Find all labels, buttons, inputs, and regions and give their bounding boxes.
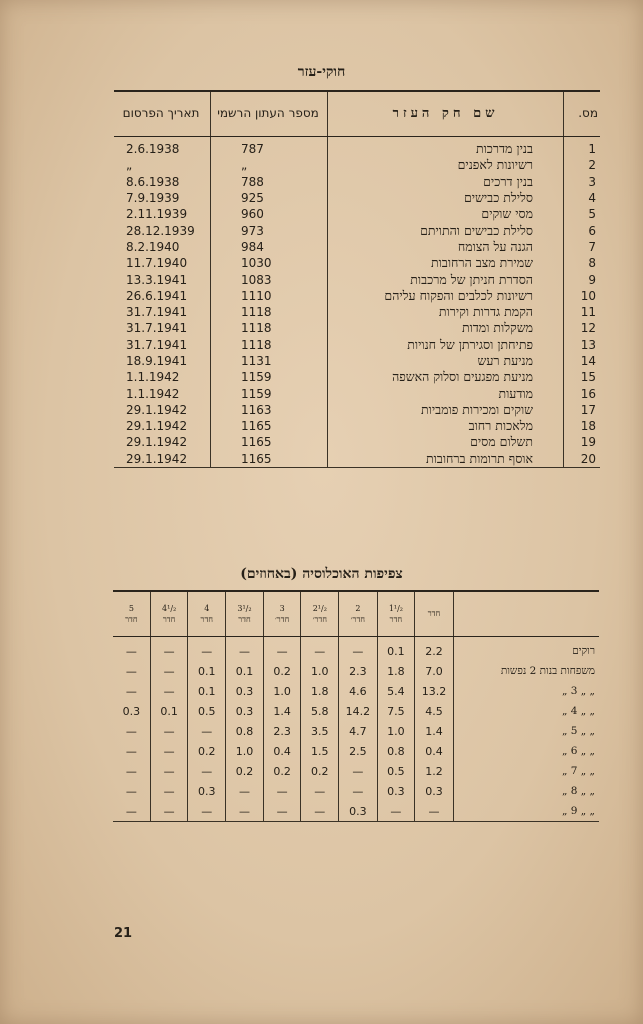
publication-date: 29.1.1942 [114,418,211,434]
table-row [114,137,600,158]
publication-date: 29.1.1942 [114,451,211,468]
law-name: רשיונות לאפנים [328,157,564,173]
law-name: מניעת מפגעים וסלוק האשפה [328,369,564,385]
household-label: „ „ 6 „ [561,745,595,757]
density-value: — [339,781,377,801]
table-row [113,801,599,822]
table-row [114,190,600,206]
law-name: מניעת רעש [328,353,564,369]
density-value: 0.3 [226,681,264,701]
density-value: 0.2 [263,661,301,681]
laws-title: חוקי-עזר [297,64,346,80]
law-name: הקמת גדרות וקירות [328,304,564,320]
law-name: שוקים ומכירות פומביות [328,402,564,418]
publication-date: 7.9.1939 [114,190,211,206]
row-number: 11 [580,305,596,320]
law-name: אוסף תרומות ברחובות [328,451,564,468]
law-name: בנין מדרכות [328,137,564,158]
density-value: 0.8 [377,741,415,761]
density-value: 1.5 [301,741,339,761]
gazette-number: 1159 [211,385,328,401]
household-label: „ „ 8 „ [561,785,595,797]
density-value: — [150,637,188,662]
table-row [113,761,599,781]
density-value: — [113,741,150,761]
law-name: רשיונות לכלבים והפקוח עליהם [328,288,564,304]
density-value: — [113,801,150,822]
row-number: 10 [580,288,596,303]
density-value: — [113,721,150,741]
publication-date: 2.11.1939 [114,206,211,222]
density-value: — [150,721,188,741]
table-row [114,288,600,304]
density-value: — [150,741,188,761]
publication-date: 18.9.1941 [114,353,211,369]
law-name: מלאכות רחוב [328,418,564,434]
row-number: 13 [580,337,596,352]
table-row [113,637,599,662]
table-row [114,174,600,190]
table-row [114,320,600,336]
publication-date: 31.7.1941 [114,304,211,320]
density-value: — [301,637,339,662]
density-value: 5.4 [377,681,415,701]
header-rooms [263,591,301,637]
table-row [114,369,600,385]
row-number: 7 [588,239,596,254]
law-name: משקלות ומדות [328,320,564,336]
header-rooms [301,591,339,637]
density-value: 1.0 [377,721,415,741]
row-number: 15 [580,370,596,385]
gazette-number: 1118 [211,304,328,320]
row-number: 2 [588,158,596,173]
header-rooms [113,591,150,637]
density-value: 3.5 [301,721,339,741]
table-row [114,337,600,353]
publication-date: 26.6.1941 [114,288,211,304]
table-row [114,222,600,238]
density-value: — [113,761,150,781]
publication-date: 28.12.1939 [114,222,211,238]
density-value: — [150,661,188,681]
row-number: 18 [580,419,596,434]
header-rooms-count: 2 [355,603,361,613]
density-value: — [113,781,150,801]
header-rooms [377,591,415,637]
gazette-number: 1110 [211,288,328,304]
publication-date: 31.7.1941 [114,320,211,336]
publication-date: 1.1.1942 [114,385,211,401]
density-value: — [113,661,150,681]
header-gazette: מספר העתון הרשמי [211,91,328,137]
law-name: סלילת כבישים [328,190,564,206]
household-label: „ „ 7 „ [561,765,595,777]
table-row [114,385,600,401]
header-rooms-count: 4¹/₂ [162,603,177,613]
header-rooms-word: חדר׳ [350,615,366,624]
law-name: מודעות [328,385,564,401]
law-name: תשלום מסים [328,434,564,450]
row-number: 9 [588,272,596,287]
publication-date: 29.1.1942 [114,402,211,418]
density-value: 1.8 [301,681,339,701]
density-value: 2.2 [415,637,453,662]
table-row [113,681,599,701]
gazette-number: 1131 [211,353,328,369]
density-value: — [150,801,188,822]
publication-date: 8.2.1940 [114,239,211,255]
density-value: 0.3 [415,781,453,801]
density-value: 0.2 [188,741,226,761]
row-number: 14 [580,354,596,368]
density-value: — [150,781,188,801]
density-value: 0.3 [339,801,377,822]
density-value: 1.2 [415,761,453,781]
gazette-number: 973 [211,222,328,238]
density-value: 7.0 [415,661,453,681]
law-name: שמירת מצב הרחובות [328,255,564,271]
density-value: 0.3 [113,701,150,721]
density-value: 4.6 [339,681,377,701]
density-value: 0.2 [263,761,301,781]
publication-date: 29.1.1942 [114,434,211,450]
header-rooms-word: חדר [125,615,138,624]
gazette-number: 1159 [211,369,328,385]
header-rooms-count: 3¹/₂ [237,603,252,613]
gazette-number: 1165 [211,451,328,468]
density-value: — [339,761,377,781]
publication-date: 31.7.1941 [114,337,211,353]
header-blank [453,591,599,637]
density-value: — [263,637,301,662]
gazette-number: 1163 [211,402,328,418]
density-value: 4.7 [339,721,377,741]
gazette-number: 1165 [211,418,328,434]
density-value: — [226,637,264,662]
household-label: רוקים [572,645,595,657]
density-value: 5.8 [301,701,339,721]
density-value: — [301,801,339,822]
density-value: — [188,761,226,781]
header-rooms-word: חדר [200,615,214,624]
density-title: צפיפות האוכלוסיה (באחוזים) [240,566,403,582]
density-value: — [263,801,301,822]
density-value: — [226,781,264,801]
density-value: — [113,681,150,701]
density-value: 0.1 [150,701,188,721]
density-value: 0.1 [226,661,264,681]
household-label: „ „ 4 „ [561,705,595,717]
table-row [114,239,600,255]
density-value: 2.3 [263,721,301,741]
row-number: 3 [588,174,596,189]
density-value: — [415,801,453,822]
density-value: — [226,801,264,822]
density-value: 0.1 [188,661,226,681]
density-value: 0.4 [263,741,301,761]
density-value: — [377,801,415,822]
density-value: 0.2 [226,761,264,781]
density-value: — [301,781,339,801]
header-rooms-count: 2¹/₂ [312,603,327,613]
row-number: 6 [588,223,596,238]
density-table [113,590,599,822]
law-name: פתיחתן וסגירתן של חנויות [328,337,564,353]
header-rooms [226,591,264,637]
header-no: מס. [564,91,601,137]
density-value: 1.4 [415,721,453,741]
header-rooms-word: חדר [238,615,251,624]
law-name: מסי שוקים [328,206,564,222]
gazette-number: 787 [211,137,328,158]
bylaws-table [114,90,600,468]
density-value: 1.4 [263,701,301,721]
publication-date: 8.6.1938 [114,174,211,190]
density-value: — [150,681,188,701]
table-row [114,255,600,271]
density-value: 0.3 [188,781,226,801]
header-rooms-word: חדר׳ [274,615,290,624]
density-value: 0.8 [226,721,264,741]
density-value: 0.1 [377,637,415,662]
gazette-number: 1118 [211,320,328,336]
table-row [114,402,600,418]
header-date: תאריך הפרסום [114,91,211,137]
density-value: — [113,637,150,662]
publication-date: 1.1.1942 [114,369,211,385]
table-row [114,434,600,450]
header-rooms-count: 3 [279,603,285,613]
density-value: 0.1 [188,681,226,701]
table-row [113,741,599,761]
row-number: 8 [588,256,596,271]
table-row [113,661,599,681]
table-row [114,418,600,434]
density-value: 14.2 [339,701,377,721]
row-number: 19 [580,435,596,450]
household-label: משפחות בנות 2 נפשות [500,665,595,677]
law-name: סלילת כבישים והתויתם [328,222,564,238]
header-rooms-count: 4 [204,603,210,613]
density-value: 0.3 [377,781,415,801]
table-row [114,271,600,287]
density-value: 0.3 [226,701,264,721]
density-value: 7.5 [377,701,415,721]
density-value: — [188,801,226,822]
density-value: 2.3 [339,661,377,681]
header-rooms [415,591,453,637]
row-number: 12 [580,321,596,336]
density-value: 0.4 [415,741,453,761]
table-row [114,157,600,173]
density-value: — [188,721,226,741]
row-number: 16 [580,386,596,401]
table-row [113,781,599,801]
gazette-number: 1118 [211,337,328,353]
header-rooms-word: חדר [427,609,441,619]
row-number: 4 [588,191,596,206]
law-name: הגנה על הצומח [328,239,564,255]
household-label: „ „ 9 „ [453,801,599,822]
density-value: — [339,637,377,662]
publication-date: 13.3.1941 [114,271,211,287]
row-number: 20 [564,451,601,468]
header-rooms [188,591,226,637]
gazette-number: „ [211,157,328,173]
density-value: 0.5 [188,701,226,721]
gazette-number: 1165 [211,434,328,450]
row-number: 1 [588,142,596,157]
publication-date: 11.7.1940 [114,255,211,271]
header-name: שם חק העזר [328,91,564,137]
table-row [114,206,600,222]
table-row [113,701,599,721]
gazette-number: 1083 [211,271,328,287]
row-number: 17 [580,402,596,417]
density-value: 1.0 [226,741,264,761]
gazette-number: 960 [211,206,328,222]
density-value: — [150,761,188,781]
household-label: „ „ 5 „ [561,725,595,737]
density-value: 1.0 [263,681,301,701]
header-rooms-word: חדר׳ [312,615,327,624]
gazette-number: 1030 [211,255,328,271]
household-label: „ „ 3 „ [561,685,595,697]
row-number: 5 [588,207,596,222]
page-number: 21 [114,926,133,941]
law-name: בנין דרכים [328,174,564,190]
density-value: — [263,781,301,801]
header-rooms-word: חדר [389,615,403,624]
gazette-number: 925 [211,190,328,206]
table-row [113,721,599,741]
publication-date: „ [114,157,211,173]
density-value: 0.5 [377,761,415,781]
publication-date: 2.6.1938 [114,137,211,158]
law-name: הסדרת חניתן של מרכבות [328,271,564,287]
table-row [114,353,600,369]
header-rooms [339,591,377,637]
header-rooms-count: 1¹/₂ [388,603,404,613]
header-rooms [150,591,188,637]
density-value: 2.5 [339,741,377,761]
density-value: 1.8 [377,661,415,681]
density-value: 0.2 [301,761,339,781]
header-rooms-count: 5 [128,603,134,613]
density-value: 4.5 [415,701,453,721]
gazette-number: 984 [211,239,328,255]
density-value: — [188,637,226,662]
table-row [114,304,600,320]
gazette-number: 788 [211,174,328,190]
header-rooms-word: חדר [162,615,176,624]
density-value: 13.2 [415,681,453,701]
table-row [114,451,600,468]
density-value: 1.0 [301,661,339,681]
